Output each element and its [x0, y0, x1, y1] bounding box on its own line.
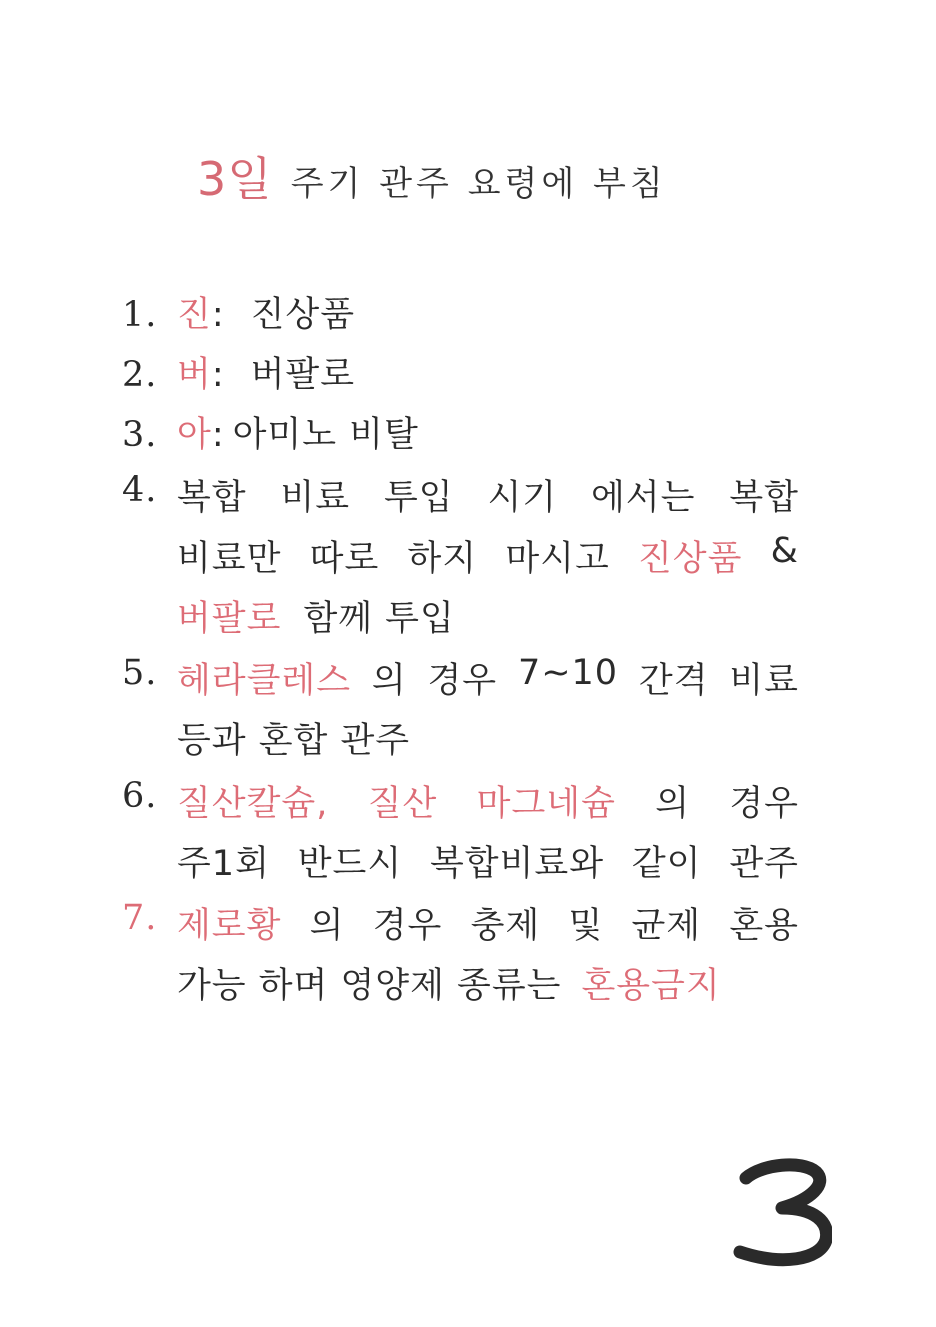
word: 반드시 — [297, 844, 403, 884]
list-item-2 — [122, 347, 355, 397]
word: 경우 — [729, 784, 799, 824]
list-item-1 — [122, 287, 355, 337]
word: 주1회 — [177, 844, 270, 884]
highlight-word: 진상품 — [638, 539, 743, 579]
word: 간격 — [638, 661, 709, 701]
list-item-4-line-2 — [177, 531, 799, 581]
word: 복합 — [729, 478, 799, 518]
page-number-label: 3 — [778, 1218, 786, 1229]
word: 시기 — [487, 478, 558, 518]
word: 투입 — [384, 478, 454, 518]
page-number-handwritten — [732, 1156, 832, 1268]
item-number: 4. — [122, 470, 158, 510]
word: 따로 — [309, 539, 380, 579]
item-number: 3. — [122, 415, 158, 455]
item-text: 진상품 — [250, 295, 356, 335]
word: 마시고 — [505, 539, 610, 579]
title-text: 주기 관주 요령에 부침 — [290, 164, 667, 204]
word: 의 — [371, 661, 407, 701]
item-key: 버 — [177, 355, 212, 395]
item-colon: : — [211, 355, 225, 395]
item-number: 6. — [122, 776, 158, 816]
item-text: 버팔로 — [250, 355, 356, 395]
word: 비료 — [280, 478, 351, 518]
list-item-7-line-1 — [122, 898, 799, 948]
highlight-word: 버팔로 — [177, 599, 282, 639]
item-number: 1. — [122, 295, 158, 335]
highlight-word: 헤라클레스 — [177, 661, 352, 701]
word: 7~10 — [517, 653, 619, 693]
word: 복합비료와 — [429, 844, 605, 884]
item-colon: : — [211, 415, 225, 455]
word: 혼용 — [729, 906, 799, 946]
list-item-5-line-2: 등과 혼합 관주 — [177, 721, 411, 761]
word: 균제 — [631, 906, 702, 946]
list-item-5-line-1 — [122, 653, 799, 703]
word: 의 — [309, 906, 345, 946]
word: 비료만 — [177, 539, 282, 579]
highlight-word: 혼용금지 — [581, 966, 721, 1006]
item-text: 가능 하며 영양제 종류는 — [177, 966, 562, 1006]
page-title — [197, 143, 667, 209]
ampersand: & — [770, 531, 799, 571]
item-number: 5. — [122, 653, 158, 693]
word: 같이 — [631, 844, 702, 884]
highlight-word: 질산 — [367, 784, 438, 824]
item-number: 2. — [122, 355, 158, 395]
word: 및 — [568, 906, 604, 946]
word: 하지 — [407, 539, 478, 579]
list-item-3 — [122, 407, 419, 457]
list-item-4-line-1 — [122, 470, 799, 520]
item-text: 함께 투입 — [303, 599, 455, 639]
item-key: 아 — [177, 415, 212, 455]
word: 에서는 — [591, 478, 696, 518]
item-text: 아미노 비탈 — [232, 415, 419, 455]
list-item-7-line-2 — [177, 958, 721, 1008]
list-item-6-line-1 — [122, 776, 799, 826]
item-colon: : — [211, 295, 225, 335]
word: 충제 — [470, 906, 541, 946]
item-key: 진 — [177, 295, 212, 335]
highlight-word: 제로황 — [177, 906, 282, 946]
highlight-word: 질산칼슘, — [177, 784, 329, 824]
word: 관주 — [729, 844, 799, 884]
list-item-4-line-3 — [177, 591, 455, 641]
word: 의 — [655, 784, 691, 824]
item-number: 7. — [122, 898, 158, 938]
title-number: 3일 — [197, 152, 273, 206]
list-item-6-line-2 — [177, 836, 799, 886]
highlight-word: 마그네슘 — [476, 784, 616, 824]
word: 비료 — [729, 661, 799, 701]
word: 경우 — [372, 906, 443, 946]
word: 경우 — [427, 661, 498, 701]
word: 복합 — [177, 478, 247, 518]
